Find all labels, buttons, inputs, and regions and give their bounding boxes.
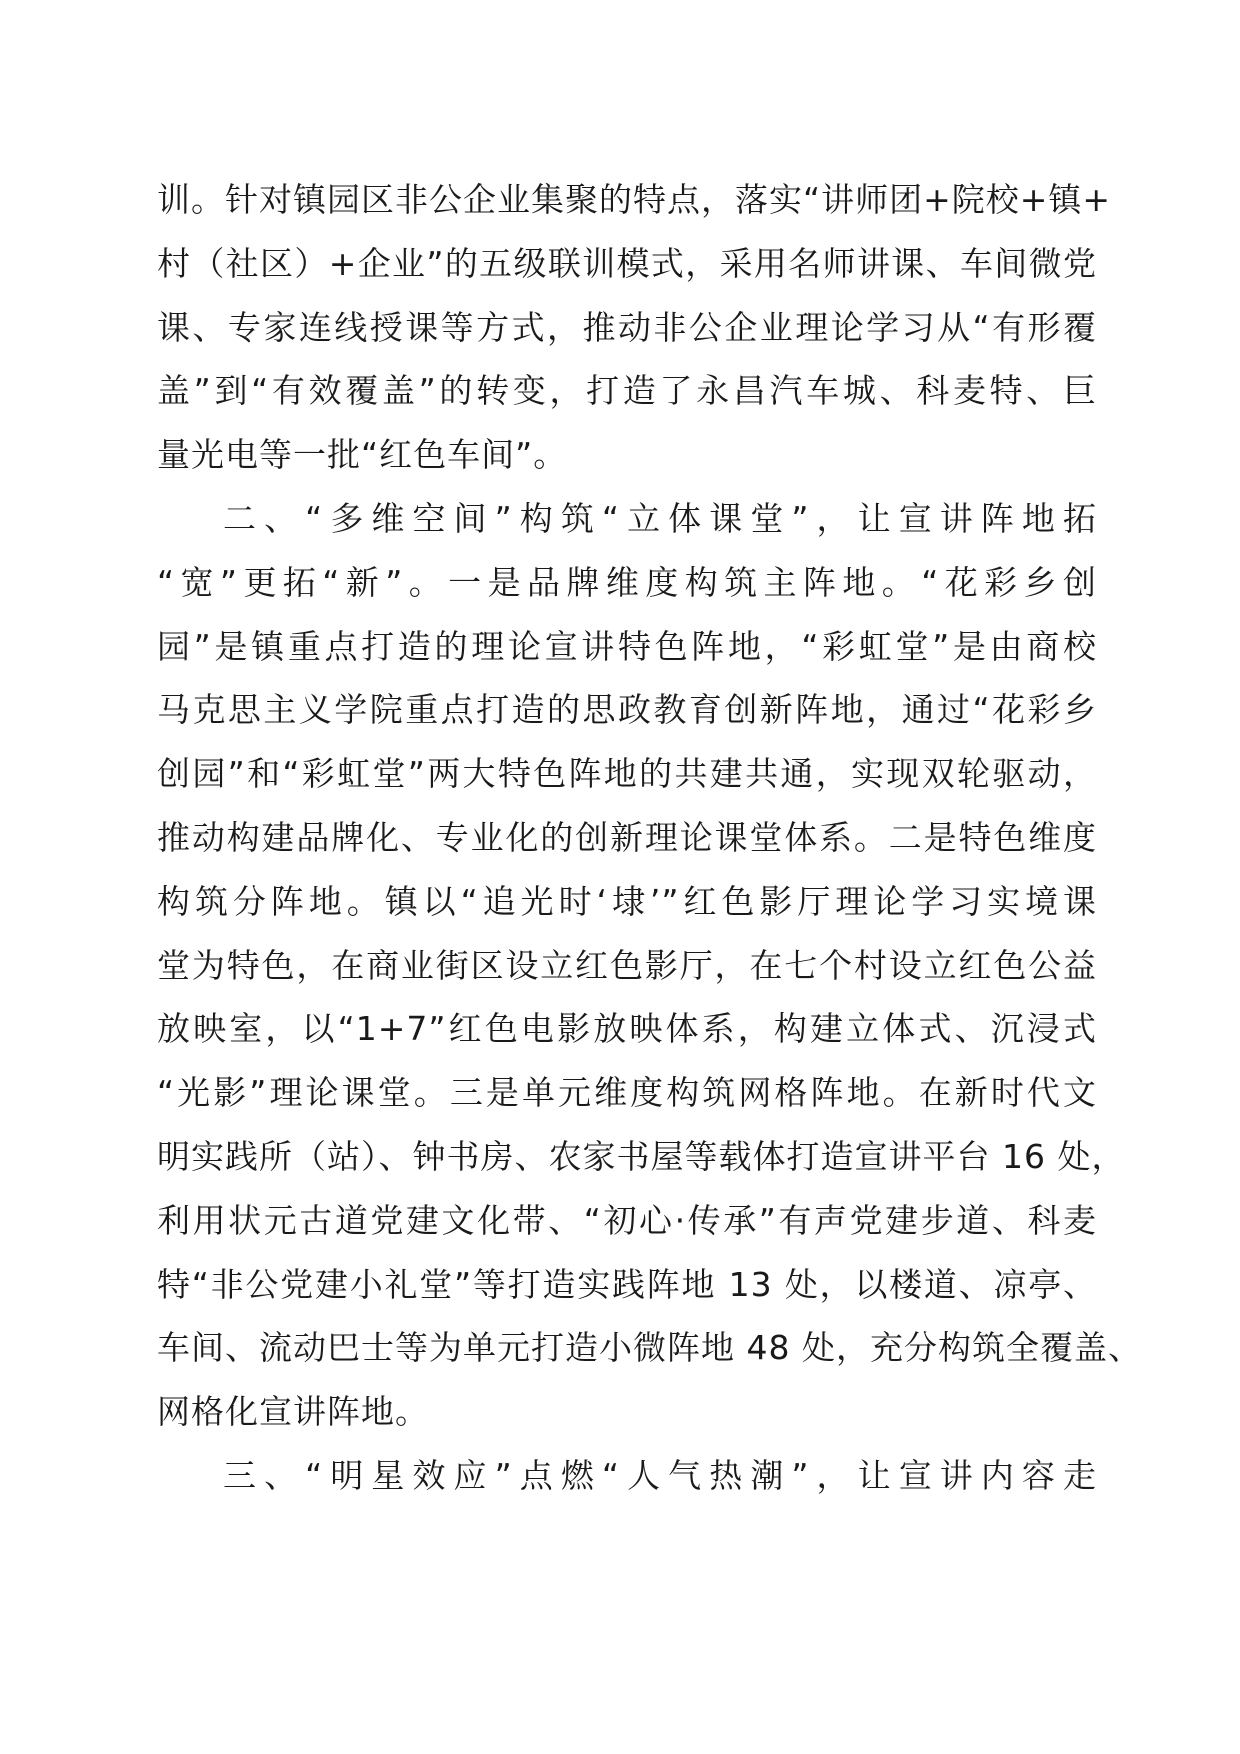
text-line: 量光电等一批“红色车间”。 [157, 435, 568, 475]
text-line: 特“非公党建小礼堂”等打造实践阵地 13 处，以楼道、凉亭、 [157, 1264, 1097, 1304]
text-line: 村（社区）+企业”的五级联训模式，采用名师讲课、车间微党 [157, 243, 1097, 283]
text-line: 园”是镇重点打造的理论宣讲特色阵地，“彩虹堂”是由商校 [157, 626, 1097, 666]
text-line: 利用状元古道党建文化带、“初心·传承”有声党建步道、科麦 [157, 1200, 1097, 1240]
text-line: 马克思主义学院重点打造的思政教育创新阵地，通过“花彩乡 [157, 690, 1097, 730]
paragraph-3 [157, 1444, 1097, 1508]
text-line: “光影”理论课堂。三是单元维度构筑网格阵地。在新时代文 [157, 1073, 1097, 1113]
text-line: 盖”到“有效覆盖”的转变，打造了永昌汽车城、科麦特、巨 [157, 371, 1097, 411]
text-line: 网格化宣讲阵地。 [157, 1392, 429, 1432]
text-line: 训。针对镇园区非公企业集聚的特点，落实“讲师团+院校+镇+ [157, 180, 1112, 219]
text-line: 创园”和“彩虹堂”两大特色阵地的共建共通，实现双轮驱动， [157, 754, 1097, 794]
text-line: 明实践所（站）、钟书房、农家书屋等载体打造宣讲平台 16 处， [157, 1136, 1126, 1176]
paragraph-2 [157, 487, 1142, 1444]
document-body [157, 168, 1142, 1508]
text-line: 推动构建品牌化、专业化的创新理论课堂体系。二是特色维度 [157, 817, 1097, 857]
text-line: 放映室，以“1+7”红色电影放映体系，构建立体式、沉浸式 [157, 1009, 1097, 1049]
text-line: 课、专家连线授课等方式，推动非公企业理论学习从“有形覆 [157, 307, 1097, 347]
text-line: 车间、流动巴士等为单元打造小微阵地 48 处，充分构筑全覆盖、 [157, 1328, 1142, 1368]
text-line: 构筑分阵地。镇以“追光时‘埭’”红色影厅理论学习实境课 [157, 881, 1097, 921]
text-line: 三、“明星效应”点燃“人气热潮”，让宣讲内容走 [223, 1455, 1097, 1495]
paragraph-1 [157, 168, 1112, 487]
text-line: 二、“多维空间”构筑“立体课堂”，让宣讲阵地拓 [223, 498, 1097, 538]
text-line: 堂为特色，在商业街区设立红色影厅，在七个村设立红色公益 [157, 945, 1097, 985]
text-line: “宽”更拓“新”。一是品牌维度构筑主阵地。“花彩乡创 [157, 562, 1097, 602]
